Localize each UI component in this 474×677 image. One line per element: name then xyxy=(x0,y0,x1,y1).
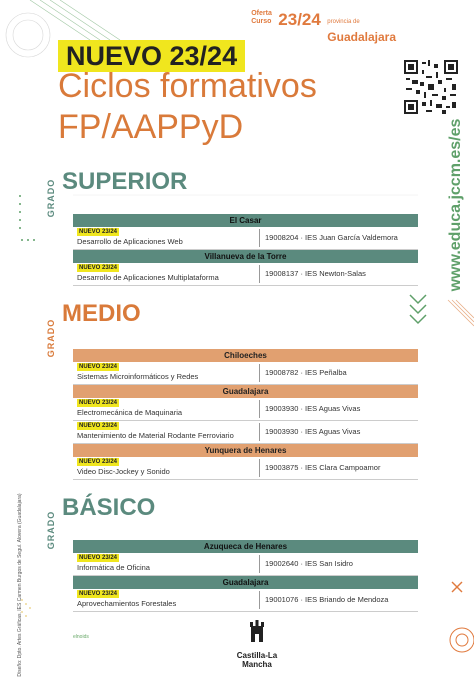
center-code: 19003930 · IES Aguas Vivas xyxy=(265,404,361,413)
table-basico xyxy=(73,540,418,612)
course-name: Aprovechamientos Forestales xyxy=(77,599,177,608)
column-divider xyxy=(259,229,260,247)
nuevo-tag: NUEVO 23/24 xyxy=(79,229,118,235)
grado-label-superior xyxy=(45,178,57,218)
nuevo-tag: NUEVO 23/24 xyxy=(79,423,118,429)
nuevo-tag: NUEVO 23/24 xyxy=(79,459,118,465)
course-name: Informática de Oficina xyxy=(77,563,150,572)
nuevo-tag: NUEVO 23/24 xyxy=(79,400,118,406)
website-url[interactable] xyxy=(446,120,466,290)
grado-text: GRADO xyxy=(46,178,56,218)
center-code: 19001076 · IES Briando de Mendoza xyxy=(265,595,389,604)
city-text: Guadalajara xyxy=(327,30,396,44)
nuevo-tag: NUEVO 23/24 xyxy=(79,591,118,597)
location-header: Villanueva de la Torre xyxy=(73,250,418,263)
nuevo-tag: NUEVO 23/24 xyxy=(79,364,118,370)
table-row xyxy=(73,457,418,480)
center-code: 19003875 · IES Clara Campoamor xyxy=(265,463,381,472)
table-row xyxy=(73,553,418,576)
column-divider xyxy=(259,423,260,441)
castle-shield-icon xyxy=(249,620,265,644)
column-divider xyxy=(259,555,260,573)
nuevo-tag: NUEVO 23/24 xyxy=(79,555,118,561)
offer-label xyxy=(251,10,396,46)
nuevo-tag: NUEVO 23/24 xyxy=(79,265,118,271)
table-row xyxy=(73,362,418,385)
logo-text: Castilla-La Mancha xyxy=(236,651,278,669)
table-row xyxy=(73,398,418,421)
column-divider xyxy=(259,400,260,418)
page-title: Ciclos formativos xyxy=(58,67,317,105)
location-header: El Casar xyxy=(73,214,418,227)
center-code: 19008204 · IES Juan García Valdemora xyxy=(265,233,398,242)
design-credit xyxy=(10,493,30,677)
table-row xyxy=(73,421,418,444)
table-row xyxy=(73,227,418,250)
course-name: Electromecánica de Maquinaria xyxy=(77,408,183,417)
center-code: 19008137 · IES Newton-Salas xyxy=(265,269,366,278)
center-code: 19003930 · IES Aguas Vivas xyxy=(265,427,361,436)
grado-text: GRADO xyxy=(46,318,56,358)
column-divider xyxy=(259,591,260,609)
grado-text: GRADO xyxy=(46,510,56,550)
course-name: Mantenimiento de Material Rodante Ferroviario xyxy=(77,431,234,440)
curso-text: Curso xyxy=(251,18,272,25)
oferta-text: Oferta xyxy=(251,10,272,17)
section-title-superior: SUPERIOR xyxy=(62,168,188,195)
course-name: Video Disc-Jockey y Sonido xyxy=(77,467,170,476)
column-divider xyxy=(259,459,260,477)
qr-code-icon[interactable] xyxy=(404,60,458,114)
course-name: Sistemas Microinformáticos y Redes xyxy=(77,372,199,381)
table-row xyxy=(73,263,418,286)
section-title-basico: BÁSICO xyxy=(62,494,156,521)
location-header: Guadalajara xyxy=(73,385,418,398)
footnote: elnoids xyxy=(73,634,89,640)
grado-label-basico xyxy=(45,510,57,550)
table-medio xyxy=(73,349,418,480)
location-header: Azuqueca de Henares xyxy=(73,540,418,553)
center-code: 19002640 · IES San Isidro xyxy=(265,559,353,568)
table-row xyxy=(73,589,418,612)
page-subtitle: FP/AAPPyD xyxy=(58,108,244,146)
location-header: Guadalajara xyxy=(73,576,418,589)
column-divider xyxy=(259,364,260,382)
table-superior xyxy=(73,214,418,286)
section-title-medio: MEDIO xyxy=(62,300,141,327)
nuevo-banner: NUEVO 23/24 xyxy=(58,40,245,72)
grado-label-medio xyxy=(45,318,57,358)
course-name: Desarrollo de Aplicaciones Multiplataforma xyxy=(77,273,219,282)
location-header: Chiloeches xyxy=(73,349,418,362)
url-text[interactable]: www.educa.jccm.es/es xyxy=(447,118,464,292)
column-divider xyxy=(259,265,260,283)
credit-text: Diseño: Dpto. Artes Gráficas. IES Carmen Burgos de Seguí. Alovera (Guadalajara) xyxy=(17,493,23,677)
location-header: Yunquera de Henares xyxy=(73,444,418,457)
course-name: Desarrollo de Aplicaciones Web xyxy=(77,237,183,246)
provincia-text: provincia de xyxy=(327,19,360,25)
castilla-la-mancha-logo xyxy=(222,620,292,669)
offer-year: 23/24 xyxy=(278,10,321,29)
center-code: 19008782 · IES Peñalba xyxy=(265,368,347,377)
